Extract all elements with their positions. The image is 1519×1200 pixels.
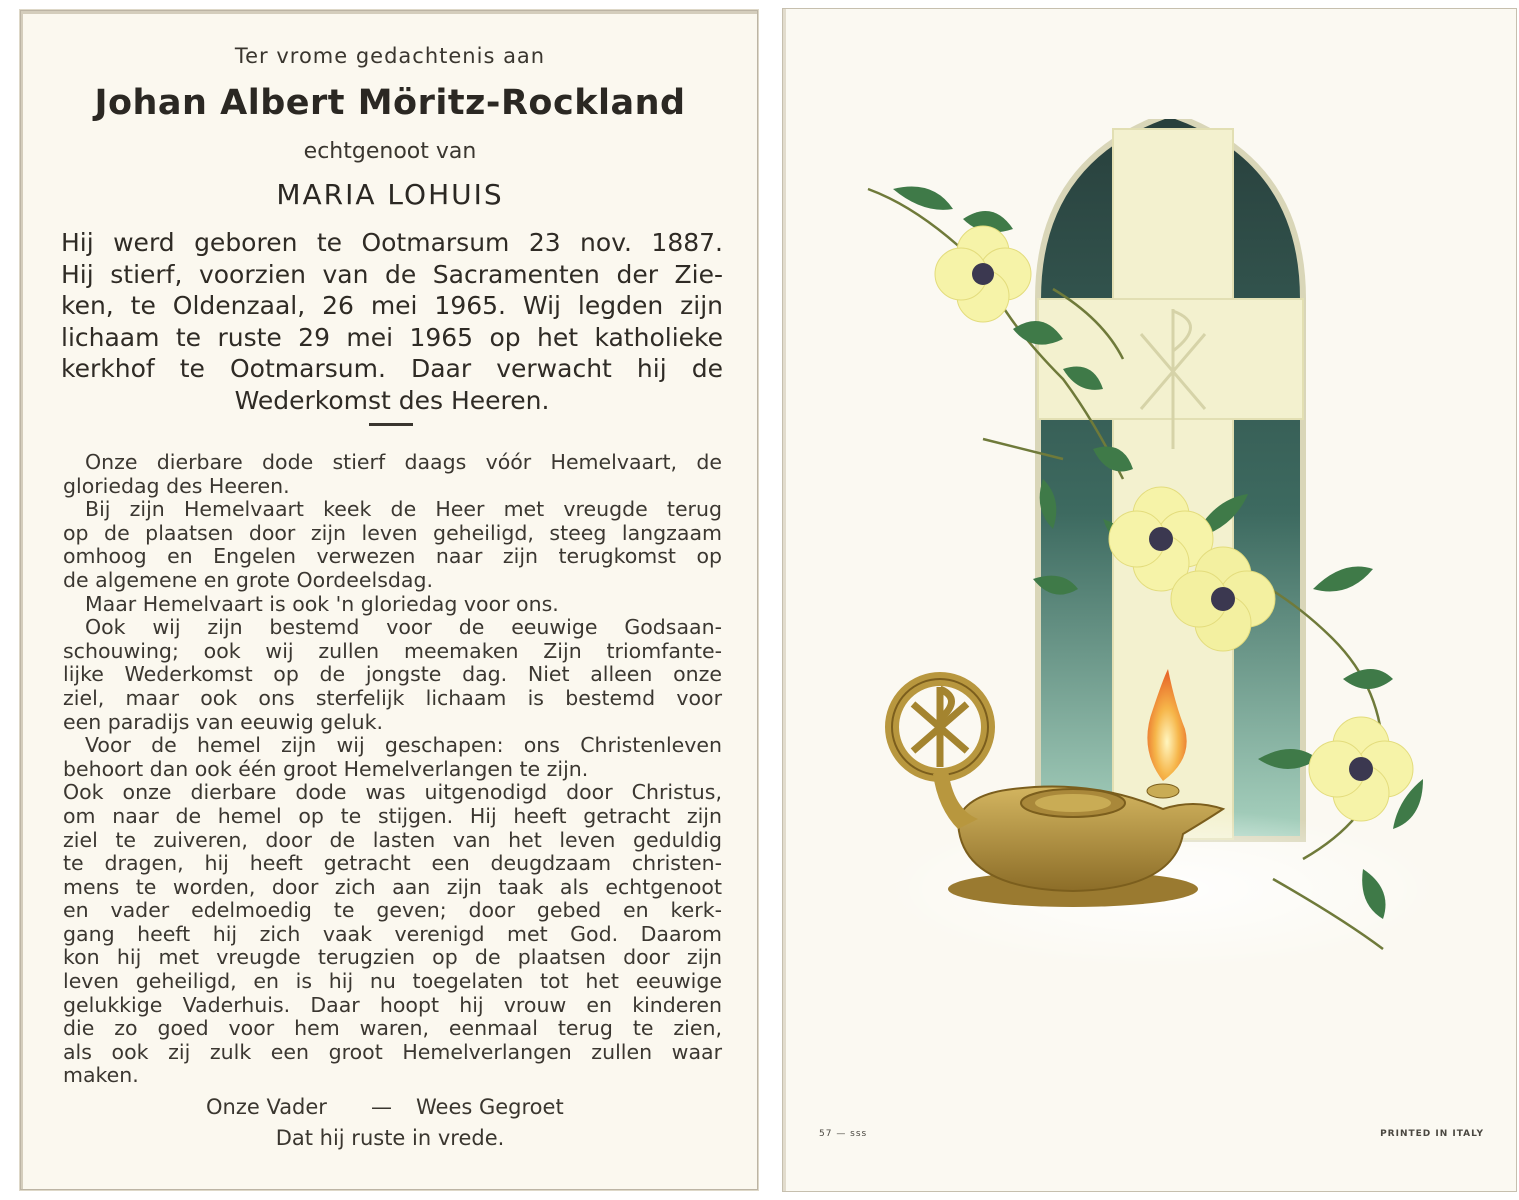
spouse-name: MARIA LOHUIS	[276, 178, 504, 211]
meditation-line: om naar de hemel op te stijgen. Hij heeft getracht zijn	[63, 803, 722, 828]
deceased-name: Johan Albert Möritz-Rockland	[94, 83, 686, 123]
bio-line: ken, te Oldenzaal, 26 mei 1965. Wij legden zijn	[61, 291, 723, 320]
rest-in-peace-line: Dat hij ruste in vrede.	[275, 1126, 505, 1150]
meditation-line: gloriedag des Heeren.	[63, 473, 290, 498]
meditation-line: een paradijs van eeuwig geluk.	[63, 709, 384, 734]
biography-paragraph	[61, 227, 723, 416]
meditation-line: schouwing; ook wij zullen meemaken Zijn triomfante-	[63, 638, 722, 663]
bio-line: Hij stierf, voorzien van de Sacramenten der Zie-	[61, 259, 723, 289]
meditation-line: ziel te zuiveren, door de lasten van het leven geduldig	[63, 827, 722, 852]
bio-line: Hij werd geboren te Ootmarsum 23 nov. 1887.	[61, 228, 723, 257]
meditation-line: Onze dierbare dode stierf daags vóór Hemelvaart, de	[85, 450, 722, 474]
meditation-line: Maar Hemelvaart is ook 'n gloriedag voor ons.	[85, 591, 559, 616]
meditation-line: te dragen, hij heeft getracht een deugdzaam christen-	[63, 851, 722, 876]
meditation-line: mens te worden, door zich aan zijn taak als echtgenoot	[63, 874, 722, 899]
header-text: Ter vrome gedachtenis aan	[234, 44, 546, 68]
flower-blossom	[1309, 717, 1413, 821]
meditation-line: als ook zij zulk een groot Hemelverlangen zullen waar	[63, 1039, 722, 1064]
bio-line: kerkhof te Ootmarsum. Daar verwacht hij de	[61, 354, 723, 383]
print-code: 57 — sss	[819, 1129, 868, 1139]
separator-rule	[369, 423, 413, 426]
prayer-dash: —	[371, 1095, 392, 1119]
meditation-line: leven geheiligd, en is hij nu toegelaten tot het eeuwige	[63, 969, 722, 994]
oil-lamp-cross-flowers-illustration	[863, 119, 1453, 979]
meditation-line: ziel, maar ook ons sterfelijk lichaam is bestemd voor	[63, 685, 722, 710]
meditation-line: Ook onze dierbare dode was uitgenodigd door Christus,	[63, 780, 722, 805]
meditation-line: gang heeft hij zich vaak verenigd met God. Daarom	[63, 921, 722, 946]
memorial-text-card	[20, 10, 758, 1190]
meditation-line: Voor de hemel zijn wij geschapen: ons Christenleven	[85, 733, 722, 758]
meditation-line: de algemene en grote Oordeelsdag.	[63, 567, 434, 592]
meditation-line: en vader edelmoedig te geven; door gebed en kerk-	[63, 898, 722, 923]
printed-in-italy: PRINTED IN ITALY	[1380, 1129, 1484, 1139]
bio-line: lichaam te ruste 29 mei 1965 op het katholieke	[61, 322, 723, 352]
bio-line: Wederkomst des Heeren.	[234, 385, 550, 415]
prayer-wees-gegroet: Wees Gegroet	[416, 1095, 564, 1119]
meditation-line: kon hij met vreugde terugzien op de plaatsen door zijn	[63, 945, 722, 970]
meditation-line: behoort dan ook één groot Hemelverlangen te zijn.	[63, 756, 589, 781]
spouse-intro: echtgenoot van	[303, 139, 477, 164]
meditation-line: maken.	[63, 1063, 139, 1088]
meditation-line: omhoog en Engelen verwezen naar zijn terugkomst op	[63, 544, 722, 569]
prayer-onze-vader: Onze Vader	[206, 1095, 327, 1119]
meditation-line: lijke Wederkomst op de jongste dag. Niet alleen onze	[63, 662, 722, 687]
flower-blossom	[935, 226, 1031, 322]
meditation-paragraph	[63, 451, 722, 1088]
meditation-line: op de plaatsen door zijn leven geheiligd, steeg langzaam	[63, 520, 722, 545]
meditation-line: Bij zijn Hemelvaart keek de Heer met vreugde terug	[85, 497, 722, 522]
meditation-line: gelukkige Vaderhuis. Daar hoopt hij vrouw en kinderen	[63, 992, 722, 1017]
holy-card-illustration-side	[782, 8, 1517, 1192]
meditation-line: die zo goed voor hem waren, eenmaal terug te zien,	[63, 1016, 722, 1041]
meditation-line: Ook wij zijn bestemd voor de eeuwige Godsaan-	[85, 615, 722, 640]
